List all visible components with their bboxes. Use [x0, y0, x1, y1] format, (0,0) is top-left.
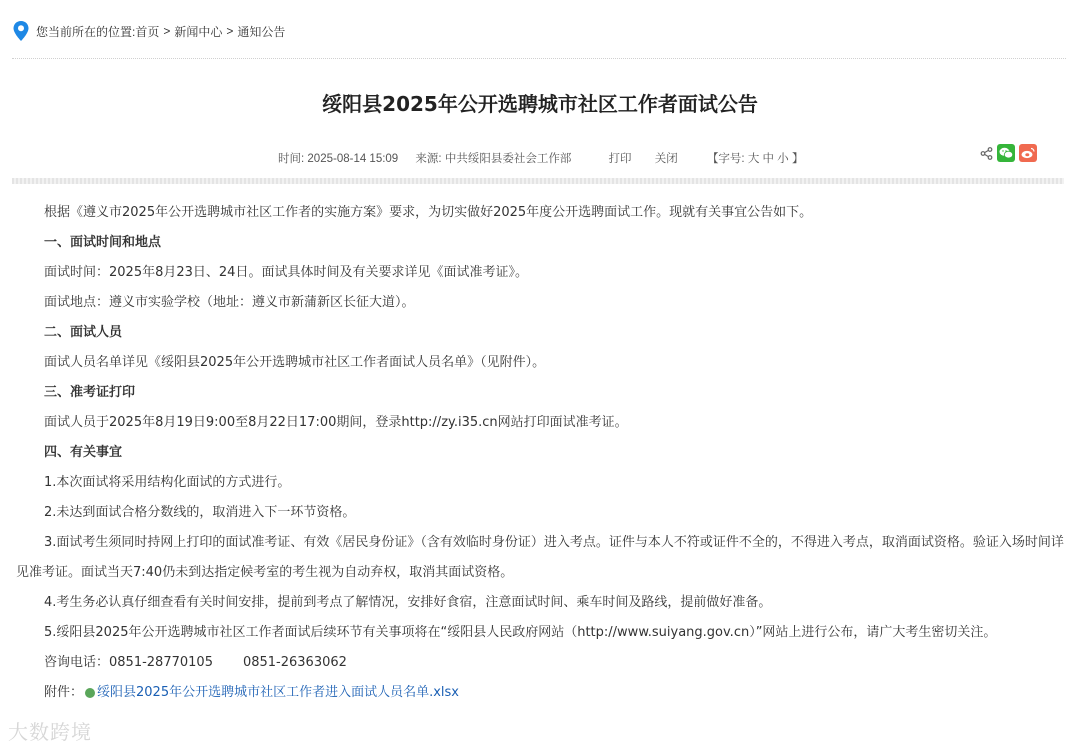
fontsize-label: 【字号: — [706, 153, 745, 165]
source-label: 来源: — [415, 153, 442, 165]
source-value: 中共绥阳县委社会工作部 — [444, 153, 572, 165]
article-title: 绥阳县2025年公开选聘城市社区工作者面试公告 — [322, 92, 758, 116]
section-heading: 二、面试人员 — [44, 325, 123, 340]
phone-number: 0851-26363062 — [242, 655, 347, 670]
share-bar — [980, 144, 1037, 162]
attachment-link[interactable]: 绥阳县2025年公开选聘城市社区工作者进入面试人员名单.xlsx — [97, 685, 460, 700]
breadcrumb-home-link[interactable]: 首页 — [135, 24, 160, 39]
list-item: 2.未达到面试合格分数线的，取消进入下一环节资格。 — [44, 505, 356, 520]
weibo-icon[interactable] — [1019, 144, 1037, 162]
section-heading: 一、面试时间和地点 — [44, 235, 162, 250]
print-link[interactable]: 打印 — [608, 153, 632, 165]
list-item: 3.面试考生须同时持网上打印的面试准考证、有效《居民身份证》（含有效临时身份证）进入考点。证件与本人不符或证件不全的，不得进入考点，取消面试资格。验证入场时间详见准考证。面试当天7:40仍未到达指定候考室的考生视为自动弃权，取消其面试资格。 — [16, 535, 1064, 580]
article-body — [16, 198, 1066, 708]
fontsize-large-link[interactable]: 大 — [747, 153, 760, 165]
breadcrumb-separator: > — [163, 24, 171, 38]
section-heading: 四、有关事宜 — [44, 445, 123, 460]
watermark-logo: 大数跨境 — [8, 720, 92, 744]
intro-paragraph: 根据《遵义市2025年公开选聘城市社区工作者的实施方案》要求，为切实做好2025年度公开选聘面试工作。现就有关事宜公告如下。 — [44, 205, 813, 220]
share-icon[interactable] — [980, 147, 993, 160]
list-item: 4.考生务必认真仔细查看有关时间安排，提前到考点了解情况，安排好食宿，注意面试时间、乘车时间及路线，提前做好准备。 — [44, 595, 772, 610]
contact-line — [16, 648, 1066, 678]
wechat-icon[interactable] — [997, 144, 1015, 162]
section-heading: 三、准考证打印 — [44, 385, 136, 400]
excel-file-icon — [85, 688, 95, 698]
fontsize-small-link[interactable]: 小 — [777, 153, 789, 165]
breadcrumb-separator: > — [226, 24, 234, 38]
fontsize-bracket-close: 】 — [791, 153, 804, 165]
paragraph: 面试时间：2025年8月23日、24日。面试具体时间及有关要求详见《面试准考证》。 — [44, 265, 528, 280]
meta-divider — [12, 178, 1064, 184]
phone-label: 咨询电话： — [44, 655, 110, 670]
breadcrumb-notice-link[interactable]: 通知公告 — [237, 24, 286, 39]
breadcrumb-news-link[interactable]: 新闻中心 — [174, 24, 223, 39]
paragraph: 面试地点：遵义市实验学校（地址：遵义市新蒲新区长征大道）。 — [44, 295, 415, 310]
attachment-label: 附件： — [44, 685, 84, 700]
location-pin-icon — [12, 20, 30, 42]
paragraph: 面试人员名单详见《绥阳县2025年公开选聘城市社区工作者面试人员名单》（见附件）。 — [44, 355, 546, 370]
time-value: 2025-08-14 15:09 — [307, 153, 399, 165]
breadcrumb — [12, 20, 285, 42]
list-item: 1.本次面试将采用结构化面试的方式进行。 — [44, 475, 291, 490]
fontsize-medium-link[interactable]: 中 — [762, 153, 775, 165]
time-label: 时间: — [278, 153, 305, 165]
article-meta — [278, 150, 803, 166]
list-item: 5.绥阳县2025年公开选聘城市社区工作者面试后续环节有关事项将在“绥阳县人民政府网站（http://www.suiyang.gov.cn）”网站上进行公布，请广大考生密切关注。 — [44, 625, 997, 640]
phone-number: 0851-28770105 — [109, 655, 213, 670]
attachment-line — [16, 678, 1066, 708]
breadcrumb-prefix: 您当前所在的位置: — [36, 24, 136, 39]
divider — [12, 58, 1066, 59]
paragraph: 面试人员于2025年8月19日9:00至8月22日17:00期间，登录http://zy.i35.cn网站打印面试准考证。 — [44, 415, 628, 430]
close-link[interactable]: 关闭 — [654, 153, 678, 165]
